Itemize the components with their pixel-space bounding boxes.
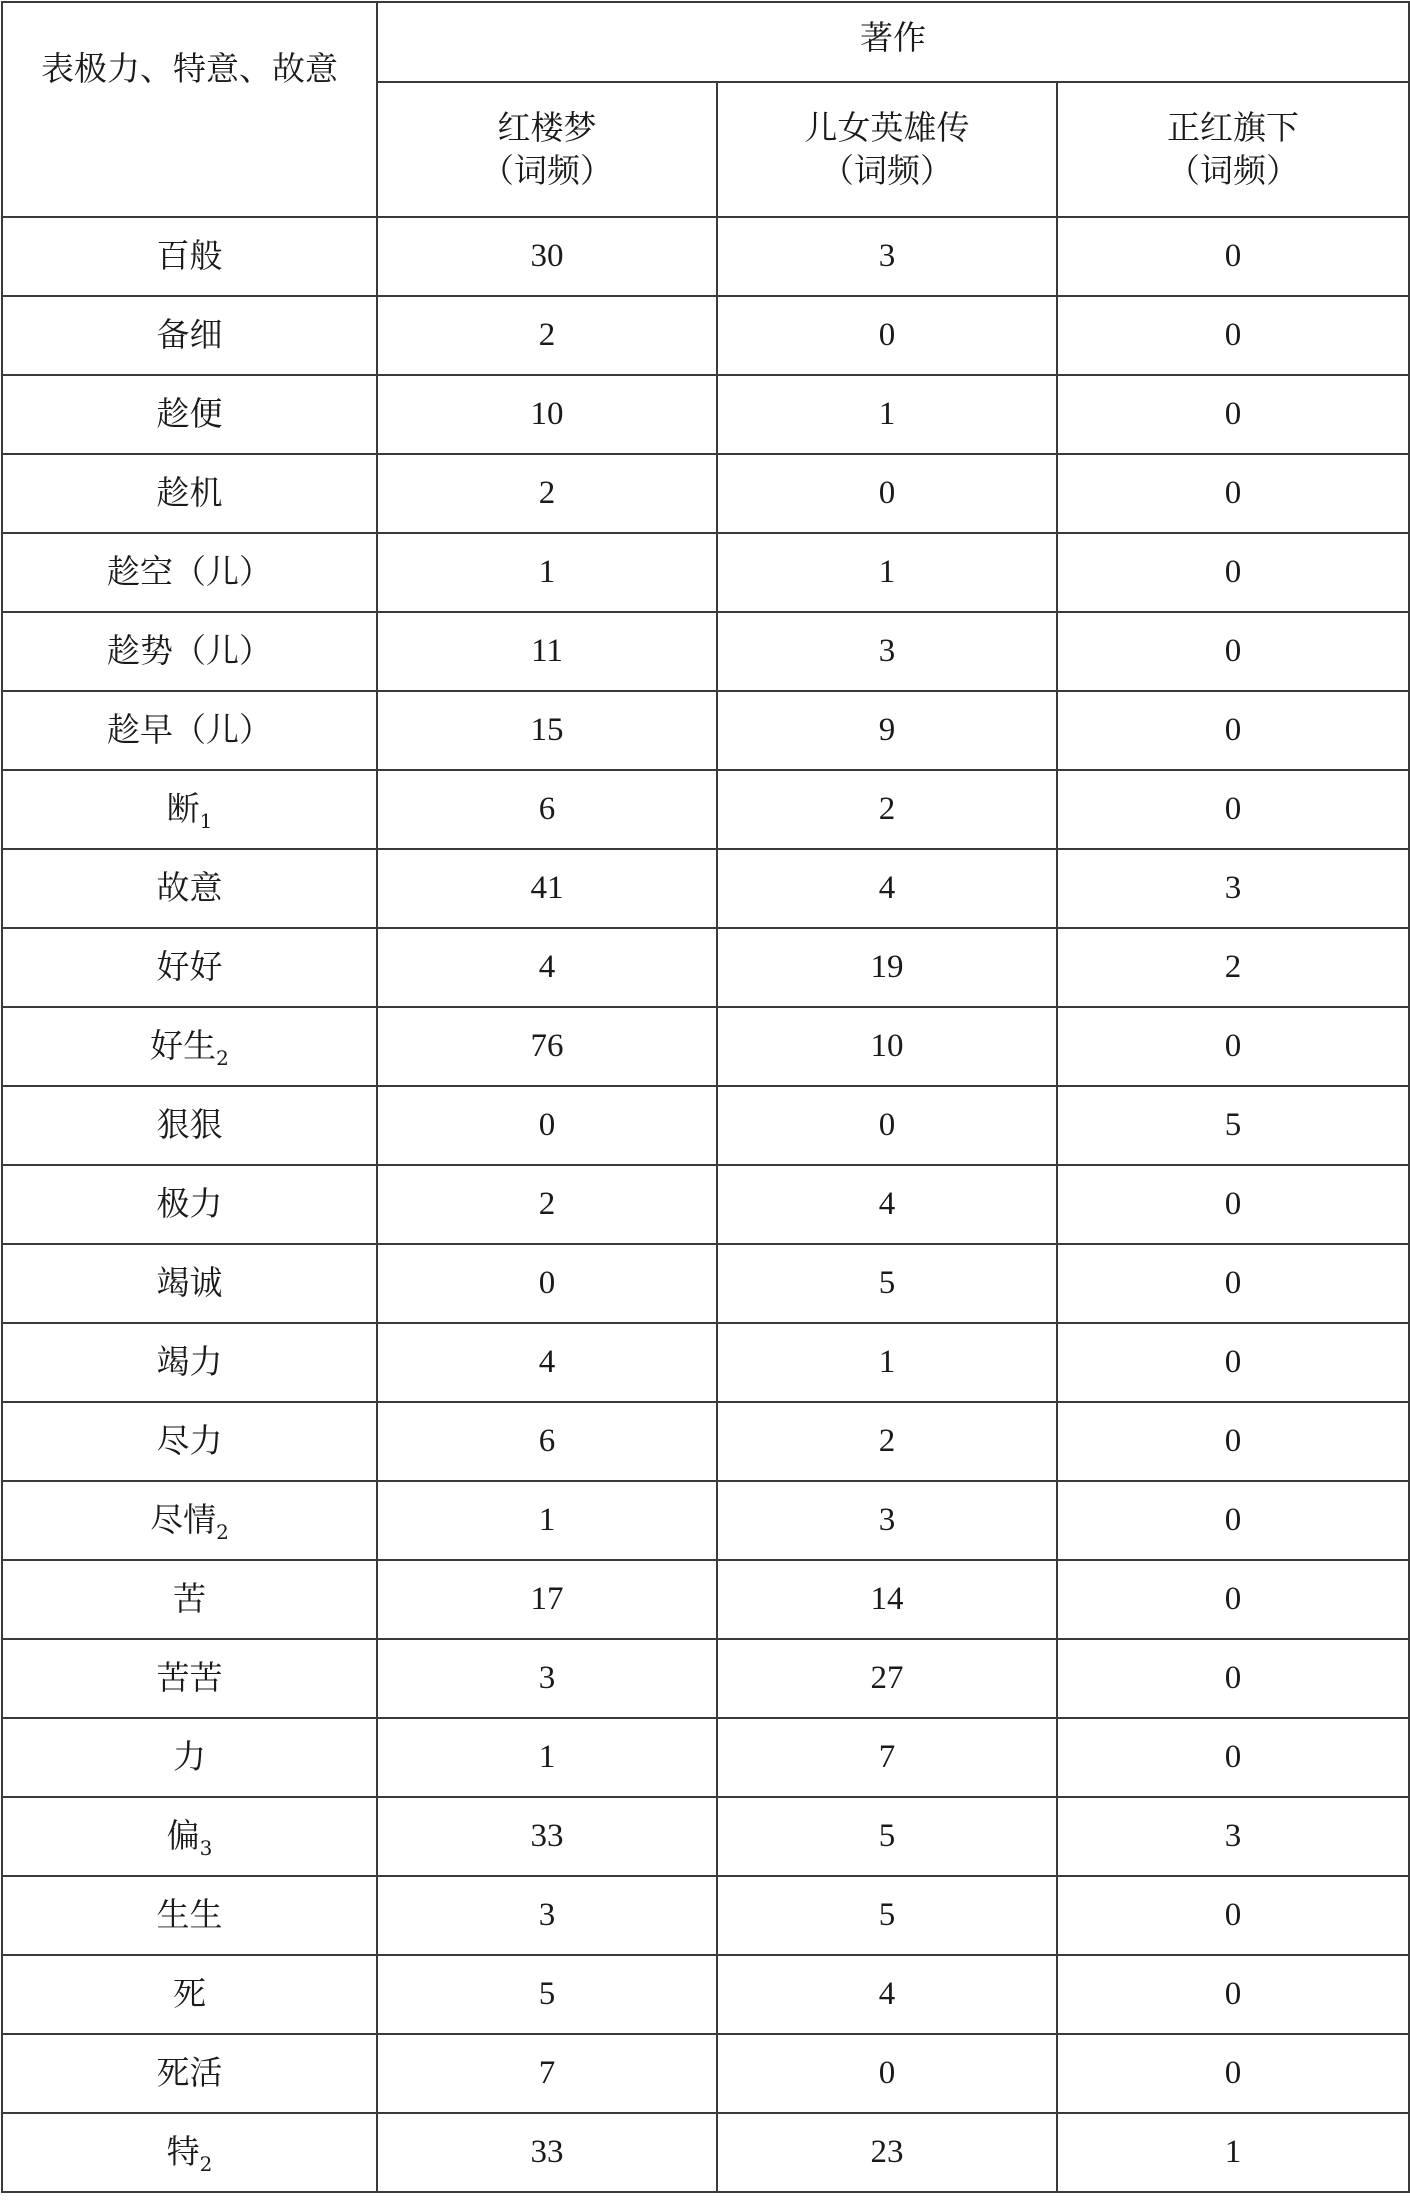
row-word-sense-index: 2 (199, 2152, 213, 2177)
frequency-cell: 0 (1057, 217, 1409, 296)
row-word-cell (2, 1402, 377, 1481)
frequency-cell: 1 (717, 1323, 1057, 1402)
frequency-cell: 3 (717, 612, 1057, 691)
row-word: 狠狠 (156, 1105, 223, 1145)
column-title: 正红旗下 (1167, 107, 1300, 147)
row-word: 趁早（儿） (107, 710, 272, 750)
table-row (2, 1165, 1409, 1244)
frequency-cell: 14 (717, 1560, 1057, 1639)
row-word: 断 (166, 789, 200, 829)
group-header (377, 2, 1409, 82)
frequency-cell: 1 (377, 533, 717, 612)
frequency-cell: 17 (377, 1560, 717, 1639)
frequency-cell: 0 (1057, 1007, 1409, 1086)
corner-header-label: 表极力、特意、故意 (41, 49, 338, 89)
row-word-cell (2, 1007, 377, 1086)
table-row (2, 217, 1409, 296)
frequency-cell: 5 (717, 1244, 1057, 1323)
frequency-cell: 0 (1057, 612, 1409, 691)
frequency-cell: 9 (717, 691, 1057, 770)
frequency-cell: 2 (377, 454, 717, 533)
frequency-cell: 1 (377, 1718, 717, 1797)
row-word-cell (2, 375, 377, 454)
frequency-cell: 4 (377, 1323, 717, 1402)
row-word-cell (2, 1560, 377, 1639)
row-word-cell (2, 1086, 377, 1165)
frequency-cell: 0 (1057, 691, 1409, 770)
frequency-cell: 5 (1057, 1086, 1409, 1165)
row-word: 趁势（儿） (107, 631, 272, 671)
row-word-cell (2, 1955, 377, 2034)
frequency-cell: 2 (377, 296, 717, 375)
frequency-cell: 4 (377, 928, 717, 1007)
frequency-cell: 0 (1057, 1639, 1409, 1718)
table-row (2, 1323, 1409, 1402)
frequency-cell: 3 (717, 217, 1057, 296)
frequency-cell: 3 (1057, 849, 1409, 928)
frequency-cell: 0 (1057, 1323, 1409, 1402)
table-row (2, 1007, 1409, 1086)
row-word: 苦苦 (156, 1658, 223, 1698)
table-row (2, 1481, 1409, 1560)
row-word-cell (2, 296, 377, 375)
frequency-cell: 2 (377, 1165, 717, 1244)
row-word-sense-index: 2 (216, 1520, 229, 1545)
row-word-cell (2, 2034, 377, 2113)
row-word: 备细 (156, 315, 223, 355)
column-title: 儿女英雄传 (804, 107, 970, 147)
row-word-cell (2, 691, 377, 770)
frequency-cell: 0 (377, 1086, 717, 1165)
frequency-cell: 0 (717, 2034, 1057, 2113)
row-word-cell (2, 1481, 377, 1560)
row-word: 趁便 (156, 394, 223, 434)
group-header-label: 著作 (860, 17, 927, 57)
frequency-cell: 41 (377, 849, 717, 928)
frequency-cell: 10 (377, 375, 717, 454)
row-word: 好好 (156, 947, 223, 987)
frequency-cell: 0 (1057, 770, 1409, 849)
column-unit: （词频） (1167, 150, 1300, 190)
frequency-cell: 0 (1057, 375, 1409, 454)
column-header-hongloumeng (377, 82, 717, 217)
row-word: 尽情 (150, 1500, 217, 1540)
frequency-cell: 5 (717, 1876, 1057, 1955)
frequency-cell: 4 (717, 1165, 1057, 1244)
frequency-cell: 6 (377, 770, 717, 849)
table-row (2, 533, 1409, 612)
frequency-cell: 5 (717, 1797, 1057, 1876)
frequency-cell: 0 (1057, 1244, 1409, 1323)
frequency-cell: 0 (1057, 1955, 1409, 2034)
frequency-cell: 0 (717, 1086, 1057, 1165)
row-word-cell (2, 217, 377, 296)
frequency-cell: 0 (377, 1244, 717, 1323)
row-word-cell (2, 1639, 377, 1718)
table-row (2, 849, 1409, 928)
frequency-cell: 0 (1057, 1165, 1409, 1244)
table-row (2, 1244, 1409, 1323)
table-row (2, 2113, 1409, 2192)
frequency-cell: 19 (717, 928, 1057, 1007)
table-row (2, 1797, 1409, 1876)
corner-header (2, 2, 377, 217)
frequency-cell: 0 (1057, 1718, 1409, 1797)
frequency-cell: 3 (717, 1481, 1057, 1560)
row-word-cell (2, 1797, 377, 1876)
table-row (2, 296, 1409, 375)
row-word: 百般 (156, 236, 223, 276)
row-word: 死 (173, 1974, 206, 2014)
column-header-ernvyingxiongzhuan (717, 82, 1057, 217)
frequency-cell: 0 (1057, 1876, 1409, 1955)
row-word-cell (2, 1876, 377, 1955)
table-row (2, 1955, 1409, 2034)
frequency-cell: 0 (1057, 2034, 1409, 2113)
table-row (2, 375, 1409, 454)
table-row (2, 928, 1409, 1007)
frequency-cell: 2 (1057, 928, 1409, 1007)
row-word: 苦 (173, 1579, 206, 1619)
frequency-cell: 1 (1057, 2113, 1409, 2192)
row-word-cell (2, 928, 377, 1007)
row-word: 趁机 (156, 473, 223, 513)
frequency-cell: 0 (1057, 454, 1409, 533)
table-row (2, 1086, 1409, 1165)
table-row (2, 454, 1409, 533)
row-word-cell (2, 1323, 377, 1402)
row-word: 偏 (166, 1816, 200, 1856)
frequency-cell: 23 (717, 2113, 1057, 2192)
frequency-cell: 33 (377, 1797, 717, 1876)
row-word-cell (2, 770, 377, 849)
table-row (2, 1718, 1409, 1797)
column-unit: （词频） (821, 150, 953, 190)
word-frequency-table (1, 1, 1410, 2193)
frequency-cell: 7 (377, 2034, 717, 2113)
frequency-cell: 4 (717, 849, 1057, 928)
frequency-cell: 1 (717, 533, 1057, 612)
frequency-cell: 2 (717, 1402, 1057, 1481)
row-word: 生生 (156, 1895, 223, 1935)
frequency-cell: 0 (1057, 1481, 1409, 1560)
row-word: 竭诚 (156, 1263, 223, 1303)
row-word: 死活 (156, 2053, 223, 2093)
frequency-cell: 5 (377, 1955, 717, 2034)
frequency-cell: 7 (717, 1718, 1057, 1797)
row-word-sense-index: 3 (199, 1836, 213, 1861)
frequency-cell: 10 (717, 1007, 1057, 1086)
row-word: 极力 (156, 1184, 223, 1224)
table-row (2, 1876, 1409, 1955)
frequency-cell: 11 (377, 612, 717, 691)
table-row (2, 691, 1409, 770)
frequency-cell: 30 (377, 217, 717, 296)
frequency-cell: 0 (717, 454, 1057, 533)
row-word: 特 (166, 2132, 200, 2172)
row-word-sense-index: 2 (216, 1046, 229, 1071)
frequency-cell: 0 (1057, 1560, 1409, 1639)
column-title: 红楼梦 (497, 107, 597, 147)
frequency-cell: 1 (717, 375, 1057, 454)
frequency-cell: 0 (1057, 296, 1409, 375)
frequency-cell: 0 (1057, 1402, 1409, 1481)
frequency-cell: 1 (377, 1481, 717, 1560)
row-word: 故意 (156, 868, 223, 908)
frequency-cell: 15 (377, 691, 717, 770)
row-word-cell (2, 612, 377, 691)
frequency-cell: 3 (377, 1639, 717, 1718)
column-unit: （词频） (481, 150, 613, 190)
row-word: 竭力 (156, 1342, 223, 1382)
table-row (2, 1639, 1409, 1718)
table-row (2, 2034, 1409, 2113)
table-row (2, 1402, 1409, 1481)
frequency-cell: 3 (1057, 1797, 1409, 1876)
table-row (2, 770, 1409, 849)
table-row (2, 612, 1409, 691)
frequency-cell: 27 (717, 1639, 1057, 1718)
frequency-cell: 4 (717, 1955, 1057, 2034)
frequency-cell: 0 (717, 296, 1057, 375)
frequency-cell: 0 (1057, 533, 1409, 612)
row-word-cell (2, 849, 377, 928)
row-word-sense-index: 1 (199, 809, 213, 834)
row-word-cell (2, 1244, 377, 1323)
frequency-cell: 76 (377, 1007, 717, 1086)
row-word-cell (2, 2113, 377, 2192)
row-word: 趁空（儿） (107, 552, 272, 592)
frequency-cell: 3 (377, 1876, 717, 1955)
frequency-cell: 33 (377, 2113, 717, 2192)
row-word-cell (2, 533, 377, 612)
row-word: 尽力 (156, 1421, 223, 1461)
frequency-cell: 6 (377, 1402, 717, 1481)
row-word-cell (2, 454, 377, 533)
row-word: 好生 (150, 1026, 217, 1066)
row-word-cell (2, 1165, 377, 1244)
frequency-cell: 2 (717, 770, 1057, 849)
column-header-zhenghongqixia (1057, 82, 1409, 217)
table-body (2, 217, 1409, 2192)
row-word-cell (2, 1718, 377, 1797)
table-row (2, 1560, 1409, 1639)
row-word: 力 (173, 1737, 206, 1777)
